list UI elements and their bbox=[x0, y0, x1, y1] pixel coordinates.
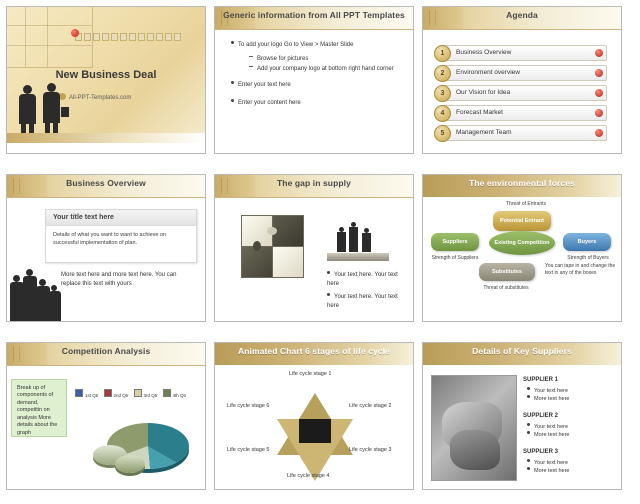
sub-bullet-dash-icon bbox=[249, 56, 253, 57]
sub-bullet-dash-icon-2 bbox=[249, 66, 253, 67]
agenda-label-1: Business Overview bbox=[456, 49, 512, 56]
decorative-dots bbox=[75, 33, 181, 41]
bullet-3 bbox=[249, 65, 411, 74]
slide-thumbnail-agenda[interactable] bbox=[422, 6, 622, 154]
slide-thumbnail-competition-analysis[interactable] bbox=[6, 342, 206, 490]
businesspeople-silhouette bbox=[17, 77, 89, 135]
strength-of-buyers-label: Strength of Buyers bbox=[567, 255, 609, 261]
slide-title: Animated Chart 6 stages of life cycle bbox=[237, 346, 391, 356]
stage-label-4: Life cycle stage 4 bbox=[287, 473, 330, 479]
agenda-red-ball-icon-5 bbox=[595, 129, 603, 137]
stage-label-3: Life cycle stage 3 bbox=[349, 447, 392, 453]
podium-silhouettes bbox=[335, 219, 381, 255]
stage-label-2: Life cycle stage 2 bbox=[349, 403, 392, 409]
supplier-3-title: SUPPLIER 3 bbox=[523, 449, 559, 455]
bullet-dot-icon bbox=[527, 431, 530, 434]
threat-of-entrants-label: Threat of Entrants bbox=[505, 201, 547, 207]
slide-title: Generic information from All PPT Templates bbox=[223, 10, 405, 20]
overview-card-body: Details of what you want to want to achieve on successful implementation of plan. bbox=[53, 232, 167, 246]
agenda-item-2[interactable] bbox=[441, 65, 607, 81]
legend-item-4: 4th Qtr bbox=[163, 389, 187, 398]
agenda-label-4: Forecast Market bbox=[456, 109, 503, 116]
stage-label-5: Life cycle stage 5 bbox=[227, 447, 270, 453]
star-diagram bbox=[277, 379, 353, 467]
handshake-photo bbox=[431, 375, 517, 481]
agenda-red-ball-icon-4 bbox=[595, 109, 603, 117]
slide-thumbnail-life-cycle[interactable] bbox=[214, 342, 414, 490]
legend-item-2: 2nd Qtr bbox=[104, 389, 129, 398]
strength-of-suppliers-label: Strength of Suppliers bbox=[431, 255, 479, 261]
overview-body-text: More text here and more text here. You can replace this text with yours bbox=[61, 272, 177, 287]
bullet-2 bbox=[249, 55, 409, 64]
supplier-2-title: SUPPLIER 2 bbox=[523, 413, 559, 419]
slide-title: Details of Key Suppliers bbox=[472, 346, 572, 356]
agenda-item-4[interactable] bbox=[441, 105, 607, 121]
slide-thumbnail-environmental-forces[interactable] bbox=[422, 174, 622, 322]
side-note-text: You can tape in and change the text in any of the boxes bbox=[545, 263, 616, 276]
cover-gold-band bbox=[7, 133, 205, 143]
agenda-number-1: 1 bbox=[434, 45, 451, 62]
agenda-number-3: 3 bbox=[434, 85, 451, 102]
agenda-label-2: Environment overview bbox=[456, 69, 520, 76]
cover-title: New Business Deal bbox=[55, 69, 157, 81]
bullet-4-text: Enter your text here bbox=[238, 82, 291, 88]
bullet-dot-icon-2 bbox=[327, 293, 330, 296]
cover-subtitle: All-PPT-Templates.com bbox=[69, 95, 132, 101]
bullet-1-text: To add your logo Go to View > Master Slide bbox=[238, 42, 354, 48]
red-ball-icon bbox=[71, 29, 79, 37]
stage-label-1: Life cycle stage 1 bbox=[289, 371, 332, 377]
existing-competition-box[interactable]: Existing Competition bbox=[489, 231, 555, 255]
bullet-dot-icon-3 bbox=[231, 99, 234, 102]
cover-white-band bbox=[7, 143, 205, 153]
agenda-label-3: Our Vision for Idea bbox=[456, 89, 511, 96]
overview-card-title: Your title text here bbox=[46, 210, 196, 226]
bullet-5 bbox=[231, 99, 301, 108]
bullet-4 bbox=[231, 81, 291, 90]
substitutes-box[interactable]: Substitutes bbox=[479, 263, 535, 281]
bullet-2-text: Browse for pictures bbox=[257, 56, 309, 62]
slide-thumbnail-generic-info[interactable] bbox=[214, 6, 414, 154]
bullet-dot-icon bbox=[527, 459, 530, 462]
buyers-box[interactable]: Buyers bbox=[563, 233, 611, 251]
agenda-item-3[interactable] bbox=[441, 85, 607, 101]
slide-title: The environmental forces bbox=[469, 178, 575, 188]
legend-swatch-2 bbox=[104, 389, 112, 397]
slide-title: Competition Analysis bbox=[61, 346, 151, 356]
bullet-dot-icon bbox=[327, 271, 330, 274]
bullet-dot-icon-2 bbox=[231, 81, 234, 84]
agenda-number-4: 4 bbox=[434, 105, 451, 122]
legend-swatch-1 bbox=[75, 389, 83, 397]
gap-bullet-2-text: Your text here. Your text here bbox=[327, 294, 398, 309]
bullet-dot-icon bbox=[231, 41, 234, 44]
legend-swatch-3 bbox=[134, 389, 142, 397]
slide-title: Business Overview bbox=[66, 178, 146, 188]
slide-thumbnail-gap-in-supply[interactable] bbox=[214, 174, 414, 322]
legend-item-1: 1st Qtr bbox=[75, 389, 99, 398]
supplier-2-bullets: Your text here More text here bbox=[527, 423, 569, 440]
agenda-number-5: 5 bbox=[434, 125, 451, 142]
slide-thumbnail-business-overview[interactable] bbox=[6, 174, 206, 322]
gap-bullet-2 bbox=[327, 293, 411, 310]
slide-title: Agenda bbox=[506, 10, 538, 20]
legend-swatch-4 bbox=[163, 389, 171, 397]
supplier-1-bullets: Your text here More text here bbox=[527, 387, 569, 404]
slide-thumbnail-cover[interactable] bbox=[6, 6, 206, 154]
supplier-1-title: SUPPLIER 1 bbox=[523, 377, 559, 383]
threat-of-substitutes-label: Threat of substitutes bbox=[483, 285, 529, 291]
crowd-silhouette bbox=[9, 255, 63, 321]
supplier-3-bullets: Your text here More text here bbox=[527, 459, 569, 476]
agenda-red-ball-icon-1 bbox=[595, 49, 603, 57]
suppliers-box[interactable]: Suppliers bbox=[431, 233, 479, 251]
slide-thumbnail-key-suppliers[interactable] bbox=[422, 342, 622, 490]
gap-bullet-1 bbox=[327, 271, 411, 288]
agenda-item-1[interactable] bbox=[441, 45, 607, 61]
bullet-dot-icon bbox=[527, 395, 530, 398]
overview-card bbox=[45, 209, 197, 263]
slide-title: The gap in supply bbox=[277, 178, 351, 188]
puzzle-graphic bbox=[241, 215, 311, 281]
bullet-5-text: Enter your content here bbox=[238, 100, 301, 106]
agenda-red-ball-icon-2 bbox=[595, 69, 603, 77]
potential-entrant-box[interactable]: Potential Entrant bbox=[493, 211, 551, 231]
cover-background bbox=[7, 7, 205, 153]
bullet-dot-icon bbox=[527, 467, 530, 470]
agenda-red-ball-icon-3 bbox=[595, 89, 603, 97]
agenda-number-2: 2 bbox=[434, 65, 451, 82]
bullet-dot-icon bbox=[527, 423, 530, 426]
bullet-3-text: Add your company logo at bottom right hand corner bbox=[257, 66, 394, 72]
gap-bullet-1-text: Your text here. Your text here bbox=[327, 272, 398, 287]
chart-legend bbox=[75, 389, 186, 398]
competition-note: Break up of components of demand, competitin on analysis More details about the graph bbox=[11, 379, 67, 437]
agenda-item-5[interactable] bbox=[441, 125, 607, 141]
pie-chart bbox=[93, 405, 197, 479]
bullet-1 bbox=[231, 41, 401, 50]
stage-label-6: Life cycle stage 6 bbox=[227, 403, 270, 409]
agenda-label-5: Management Team bbox=[456, 129, 512, 136]
legend-item-3: 3rd Qtr bbox=[134, 389, 158, 398]
bullet-dot-icon bbox=[527, 387, 530, 390]
